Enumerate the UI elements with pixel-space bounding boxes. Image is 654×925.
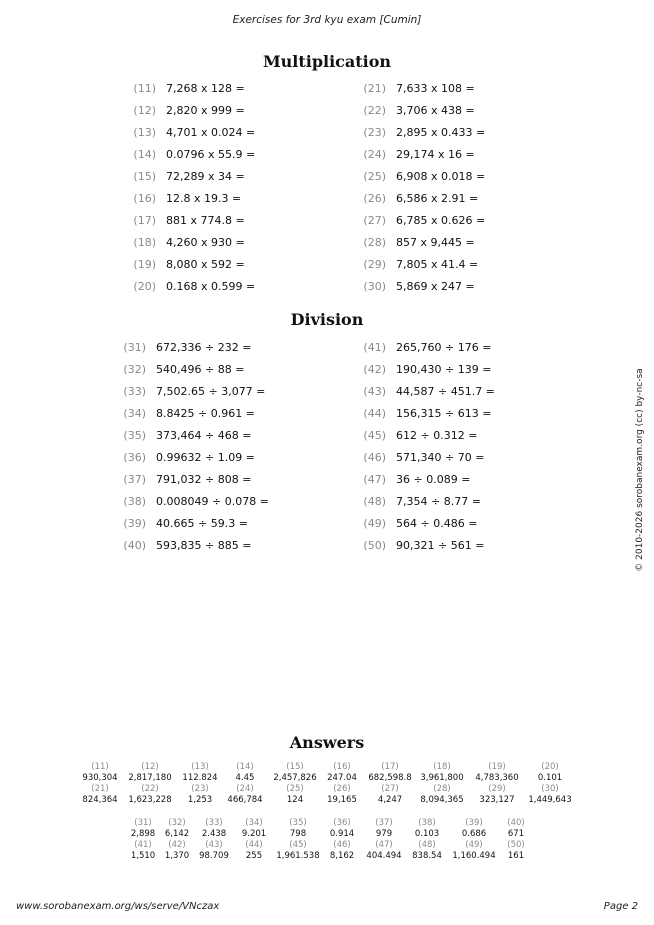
problem-item — [362, 100, 485, 122]
answer-value: 1,510 — [130, 851, 156, 861]
answer-value: 2,817,180 — [128, 773, 172, 783]
answer-label: (29) — [488, 784, 506, 794]
problem-number: (34) — [123, 407, 146, 420]
answer-item — [375, 818, 392, 840]
answer-label: (12) — [141, 762, 159, 772]
answer-label: (22) — [141, 784, 159, 794]
answer-item — [507, 840, 524, 862]
problem-expression: 29,174 x 16 = — [396, 148, 475, 161]
answer-label: (17) — [381, 762, 399, 772]
answer-value: 19,165 — [327, 795, 357, 805]
problem-expression: 7,805 x 41.4 = — [396, 258, 479, 271]
problem-item — [362, 276, 485, 298]
answer-value: 161 — [507, 851, 525, 861]
problem-item — [362, 359, 495, 381]
answer-value: 255 — [245, 851, 263, 861]
problem-expression: 8.8425 ÷ 0.961 = — [156, 407, 255, 420]
problem-number: (17) — [133, 214, 156, 227]
problem-expression: 156,315 ÷ 613 = — [396, 407, 492, 420]
problem-expression: 612 ÷ 0.312 = — [396, 429, 478, 442]
answer-item — [128, 762, 171, 784]
answer-label: (36) — [333, 818, 351, 828]
problem-number: (31) — [123, 341, 146, 354]
problem-item — [362, 188, 485, 210]
answer-label: (31) — [134, 818, 152, 828]
problem-number: (48) — [363, 495, 386, 508]
answer-item — [245, 840, 262, 862]
answer-item — [420, 762, 463, 784]
answer-value: 4,247 — [377, 795, 403, 805]
answer-value: 838.54 — [412, 851, 442, 861]
answer-value: 124 — [286, 795, 304, 805]
problem-expression: 540,496 ÷ 88 = — [156, 363, 245, 376]
problem-expression: 857 x 9,445 = — [396, 236, 475, 249]
answer-value: 4.45 — [235, 773, 255, 783]
answer-value: 3,961,800 — [420, 773, 464, 783]
answer-item — [415, 818, 439, 840]
answer-value: 1,961.538 — [276, 851, 320, 861]
problem-number: (14) — [133, 148, 156, 161]
answer-item — [420, 784, 463, 806]
answer-label: (19) — [488, 762, 506, 772]
problem-item — [122, 513, 269, 535]
answer-label: (26) — [333, 784, 351, 794]
answer-label: (13) — [191, 762, 209, 772]
answer-value: 824,364 — [82, 795, 118, 805]
problem-number: (24) — [363, 148, 386, 161]
answers-row — [0, 818, 654, 839]
answers-row — [0, 840, 654, 861]
problem-number: (28) — [363, 236, 386, 249]
problem-item — [132, 188, 255, 210]
answer-item — [236, 762, 255, 784]
problem-item — [122, 425, 269, 447]
problem-item — [122, 337, 269, 359]
problem-expression: 6,785 x 0.626 = — [396, 214, 486, 227]
answer-item — [475, 762, 518, 784]
problem-item — [362, 513, 495, 535]
answer-value: 4,783,360 — [475, 773, 519, 783]
problem-number: (43) — [363, 385, 386, 398]
problem-expression: 7,502.65 ÷ 3,077 = — [156, 385, 266, 398]
answer-item — [462, 818, 486, 840]
problem-number: (18) — [133, 236, 156, 249]
problem-item — [362, 122, 485, 144]
problem-number: (22) — [363, 104, 386, 117]
problem-item — [132, 210, 255, 232]
problem-number: (20) — [133, 280, 156, 293]
problem-item — [122, 535, 269, 557]
problem-expression: 12.8 x 19.3 = — [166, 192, 242, 205]
answer-value: 0.101 — [537, 773, 563, 783]
problem-item — [122, 359, 269, 381]
answer-label: (14) — [236, 762, 254, 772]
answers-title: Answers — [289, 733, 365, 752]
problem-number: (12) — [133, 104, 156, 117]
answer-item — [412, 840, 442, 862]
answer-label: (20) — [541, 762, 559, 772]
division-left-column — [122, 337, 269, 557]
problem-number: (30) — [363, 280, 386, 293]
answer-label: (40) — [507, 818, 525, 828]
answer-item — [330, 840, 354, 862]
problem-expression: 672,336 ÷ 232 = — [156, 341, 252, 354]
answer-label: (39) — [465, 818, 483, 828]
answer-label: (34) — [245, 818, 263, 828]
answer-label: (43) — [205, 840, 223, 850]
problem-expression: 5,869 x 247 = — [396, 280, 475, 293]
problem-number: (37) — [123, 473, 146, 486]
answer-label: (27) — [381, 784, 399, 794]
problem-expression: 6,586 x 2.91 = — [396, 192, 479, 205]
answer-item — [327, 762, 357, 784]
problem-expression: 8,080 x 592 = — [166, 258, 245, 271]
problem-item — [132, 254, 255, 276]
problem-item — [362, 232, 485, 254]
answer-label: (30) — [541, 784, 559, 794]
problem-item — [132, 100, 255, 122]
problem-expression: 4,260 x 930 = — [166, 236, 245, 249]
problem-item — [132, 166, 255, 188]
answer-item — [479, 784, 514, 806]
problem-item — [362, 535, 495, 557]
answer-item — [82, 784, 117, 806]
answer-label: (28) — [433, 784, 451, 794]
problem-expression: 881 x 774.8 = — [166, 214, 245, 227]
answer-item — [182, 762, 217, 784]
answer-item — [131, 840, 155, 862]
answer-value: 682,598.8 — [368, 773, 412, 783]
problem-number: (35) — [123, 429, 146, 442]
problem-number: (50) — [363, 539, 386, 552]
problem-expression: 2,895 x 0.433 = — [396, 126, 486, 139]
problem-item — [362, 254, 485, 276]
answer-label: (32) — [168, 818, 186, 828]
answer-item — [165, 818, 189, 840]
answer-value: 1,623,228 — [128, 795, 172, 805]
answer-item — [188, 784, 212, 806]
answer-value: 404.494 — [366, 851, 402, 861]
problem-item — [362, 337, 495, 359]
problem-item — [132, 144, 255, 166]
problem-expression: 40.665 ÷ 59.3 = — [156, 517, 248, 530]
answer-item — [199, 840, 229, 862]
answer-item — [368, 762, 411, 784]
answer-label: (41) — [134, 840, 152, 850]
problem-expression: 0.0796 x 55.9 = — [166, 148, 256, 161]
answer-label: (23) — [191, 784, 209, 794]
answer-label: (44) — [245, 840, 263, 850]
problem-number: (11) — [133, 82, 156, 95]
answer-value: 323,127 — [479, 795, 515, 805]
problem-number: (33) — [123, 385, 146, 398]
answer-item — [538, 762, 562, 784]
problem-number: (42) — [363, 363, 386, 376]
answer-label: (15) — [286, 762, 304, 772]
problem-expression: 0.168 x 0.599 = — [166, 280, 256, 293]
answer-item — [242, 818, 266, 840]
problem-item — [122, 469, 269, 491]
answer-label: (24) — [236, 784, 254, 794]
problem-number: (39) — [123, 517, 146, 530]
page-header-title: Exercises for 3rd kyu exam [Cumin] — [232, 14, 422, 26]
problem-expression: 4,701 x 0.024 = — [166, 126, 256, 139]
problem-number: (47) — [363, 473, 386, 486]
answer-item — [276, 840, 319, 862]
answer-item — [452, 840, 495, 862]
problem-expression: 564 ÷ 0.486 = — [396, 517, 478, 530]
problem-expression: 373,464 ÷ 468 = — [156, 429, 252, 442]
answer-label: (38) — [418, 818, 436, 828]
answer-value: 2,457,826 — [273, 773, 317, 783]
problem-item — [362, 166, 485, 188]
problem-item — [122, 447, 269, 469]
answers-row — [0, 784, 654, 805]
problem-number: (25) — [363, 170, 386, 183]
answer-value: 0.686 — [461, 829, 487, 839]
problem-item — [132, 276, 255, 298]
problem-number: (21) — [363, 82, 386, 95]
answer-label: (49) — [465, 840, 483, 850]
answer-label: (21) — [91, 784, 109, 794]
answer-value: 466,784 — [227, 795, 263, 805]
problem-item — [362, 381, 495, 403]
answer-item — [131, 818, 155, 840]
problem-number: (13) — [133, 126, 156, 139]
problem-expression: 0.99632 ÷ 1.09 = — [156, 451, 255, 464]
problem-item — [132, 122, 255, 144]
problem-number: (15) — [133, 170, 156, 183]
problem-number: (41) — [363, 341, 386, 354]
problem-item — [362, 447, 495, 469]
problem-number: (26) — [363, 192, 386, 205]
answer-label: (33) — [205, 818, 223, 828]
problem-expression: 0.008049 ÷ 0.078 = — [156, 495, 269, 508]
problem-item — [122, 381, 269, 403]
answer-item — [366, 840, 401, 862]
answer-item — [202, 818, 226, 840]
answer-value: 98.709 — [199, 851, 229, 861]
problem-number: (36) — [123, 451, 146, 464]
problem-expression: 7,633 x 108 = — [396, 82, 475, 95]
answer-value: 247.04 — [327, 773, 357, 783]
problem-expression: 190,430 ÷ 139 = — [396, 363, 492, 376]
answer-label: (47) — [375, 840, 393, 850]
problem-expression: 791,032 ÷ 808 = — [156, 473, 252, 486]
problem-number: (32) — [123, 363, 146, 376]
answer-label: (45) — [289, 840, 307, 850]
answer-value: 1,160.494 — [452, 851, 496, 861]
problem-number: (40) — [123, 539, 146, 552]
answer-value: 1,449,643 — [528, 795, 572, 805]
problem-number: (23) — [363, 126, 386, 139]
answer-value: 6,142 — [164, 829, 190, 839]
problem-item — [132, 232, 255, 254]
answer-item — [128, 784, 171, 806]
answer-item — [289, 818, 306, 840]
problem-number: (16) — [133, 192, 156, 205]
answer-item — [330, 818, 354, 840]
answer-item — [273, 762, 316, 784]
answers-row — [0, 762, 654, 783]
answer-item — [507, 818, 524, 840]
answer-item — [528, 784, 571, 806]
problem-item — [362, 78, 485, 100]
problem-item — [132, 78, 255, 100]
answer-label: (25) — [286, 784, 304, 794]
problem-expression: 6,908 x 0.018 = — [396, 170, 486, 183]
problem-number: (45) — [363, 429, 386, 442]
problem-item — [362, 403, 495, 425]
problem-expression: 2,820 x 999 = — [166, 104, 245, 117]
answer-label: (18) — [433, 762, 451, 772]
answer-label: (46) — [333, 840, 351, 850]
answer-label: (16) — [333, 762, 351, 772]
problem-number: (46) — [363, 451, 386, 464]
problem-expression: 7,354 ÷ 8.77 = — [396, 495, 481, 508]
answer-item — [165, 840, 189, 862]
side-copyright: © 2010-2026 sorobanexam.org (cc) by-nc-sa — [635, 368, 645, 572]
problem-number: (19) — [133, 258, 156, 271]
division-right-column — [362, 337, 495, 557]
answer-label: (42) — [168, 840, 186, 850]
problem-expression: 3,706 x 438 = — [396, 104, 475, 117]
problem-item — [122, 403, 269, 425]
answer-value: 671 — [507, 829, 525, 839]
problem-expression: 90,321 ÷ 561 = — [396, 539, 485, 552]
answer-label: (48) — [418, 840, 436, 850]
problem-expression: 7,268 x 128 = — [166, 82, 245, 95]
problem-expression: 72,289 x 34 = — [166, 170, 245, 183]
problem-item — [362, 425, 495, 447]
answer-label: (35) — [289, 818, 307, 828]
problem-number: (29) — [363, 258, 386, 271]
answer-value: 979 — [375, 829, 393, 839]
problem-item — [362, 144, 485, 166]
problem-expression: 36 ÷ 0.089 = — [396, 473, 471, 486]
division-title: Division — [290, 310, 364, 329]
answer-item — [378, 784, 402, 806]
multiplication-title: Multiplication — [262, 52, 392, 71]
answer-value: 2,898 — [130, 829, 156, 839]
answer-value: 8,162 — [329, 851, 355, 861]
multiplication-right-column — [362, 78, 485, 298]
problem-number: (44) — [363, 407, 386, 420]
footer-url: www.sorobanexam.org/ws/serve/VNczax — [16, 901, 220, 912]
answer-value: 930,304 — [82, 773, 118, 783]
problem-number: (49) — [363, 517, 386, 530]
answer-value: 1,370 — [164, 851, 190, 861]
problem-expression: 44,587 ÷ 451.7 = — [396, 385, 495, 398]
problem-item — [362, 469, 495, 491]
problem-expression: 265,760 ÷ 176 = — [396, 341, 492, 354]
answer-label: (11) — [91, 762, 109, 772]
problem-item — [362, 491, 495, 513]
answer-item — [227, 784, 262, 806]
answer-value: 0.914 — [329, 829, 355, 839]
answer-value: 8,094,365 — [420, 795, 464, 805]
answer-value: 798 — [289, 829, 307, 839]
problem-number: (38) — [123, 495, 146, 508]
footer-page-number: Page 2 — [603, 901, 638, 912]
problem-number: (27) — [363, 214, 386, 227]
answer-item — [286, 784, 303, 806]
problem-expression: 571,340 ÷ 70 = — [396, 451, 485, 464]
problem-item — [122, 491, 269, 513]
problem-item — [362, 210, 485, 232]
answer-value: 2.438 — [201, 829, 227, 839]
answer-item — [327, 784, 357, 806]
answer-label: (37) — [375, 818, 393, 828]
answer-label: (50) — [507, 840, 525, 850]
answer-value: 112.824 — [182, 773, 218, 783]
multiplication-left-column — [132, 78, 255, 298]
answer-item — [82, 762, 117, 784]
problem-expression: 593,835 ÷ 885 = — [156, 539, 252, 552]
answer-value: 1,253 — [187, 795, 213, 805]
answer-value: 0.103 — [414, 829, 440, 839]
answer-value: 9.201 — [241, 829, 267, 839]
